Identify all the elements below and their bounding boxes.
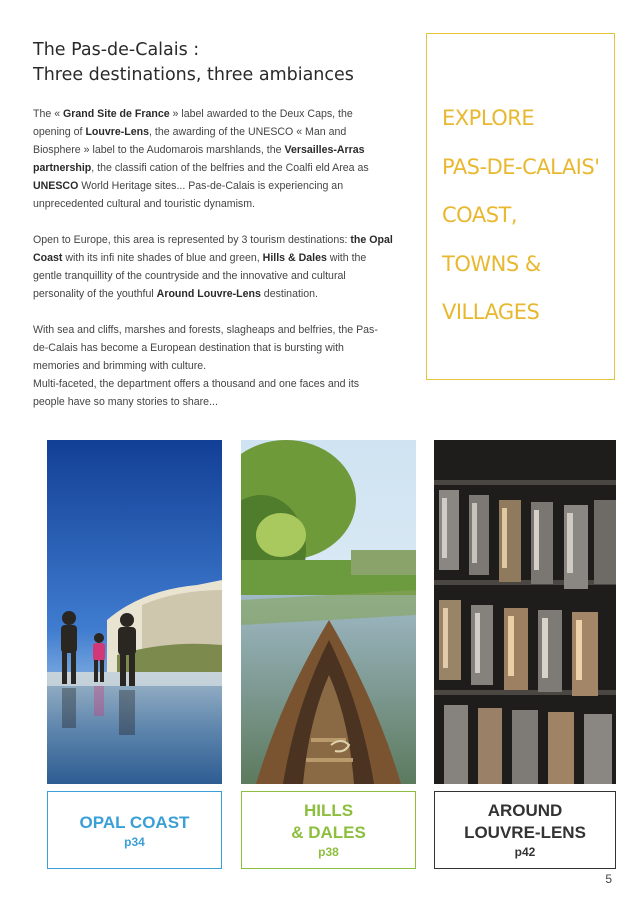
explore-callout bbox=[426, 33, 615, 380]
hills-dales-name-1: HILLS bbox=[303, 801, 354, 820]
louvre-lens-page: p42 bbox=[514, 845, 536, 859]
explore-line-5: VILLAGES bbox=[442, 300, 540, 324]
louvre-lens-name-1: AROUND bbox=[487, 801, 563, 820]
hills-dales-name-2: & DALES bbox=[291, 823, 366, 842]
hills-dales-page: p38 bbox=[318, 845, 339, 859]
paragraph-3: With sea and cliffs, marshes and forests, slagheaps and belfries, the Pas-de-Calais has become a European destination that is bursting with memories and brimming with culture. bbox=[33, 324, 378, 372]
intro-text bbox=[33, 105, 393, 411]
title-line-2: Three destinations, three ambiances bbox=[33, 65, 354, 85]
hills-dales-label[interactable] bbox=[241, 791, 416, 869]
paragraph-1: The « Grand Site de France » label awarded to the Deux Caps, the opening of Louvre-Lens, the awarding of the UNESCO « Man and Biosphere » label to the Audomarois marshlands, the Versailles-Arras partnership, the classifi cation of the belfries and the Coalfi eld Area as UNESCO World Heritage sites... Pas-de-Calais is experiencing an unprecedented cultural and touristic dynamism. bbox=[33, 108, 369, 210]
page-title bbox=[33, 38, 423, 88]
opal-coast-photo bbox=[47, 440, 222, 784]
louvre-lens-label[interactable] bbox=[434, 791, 616, 869]
paragraph-2: Open to Europe, this area is represented by 3 tourism destinations: the Opal Coast with its infi nite shades of blue and green, Hills & Dales with the gentle tranquillity of the countryside and the innovative and cultural personality of the youthful Around Louvre-Lens destination. bbox=[33, 234, 393, 300]
louvre-lens-photo bbox=[434, 440, 616, 784]
paragraph-4: Multi-faceted, the department offers a thousand and one faces and its people have so many stories to share... bbox=[33, 378, 360, 408]
explore-line-3: COAST, bbox=[442, 203, 518, 227]
explore-line-2: PAS-DE-CALAIS' bbox=[442, 154, 600, 179]
explore-line-1: EXPLORE bbox=[442, 106, 535, 130]
opal-coast-page: p34 bbox=[124, 835, 145, 849]
opal-coast-name: OPAL COAST bbox=[79, 813, 190, 832]
hills-dales-photo bbox=[241, 440, 416, 784]
title-line-1: The Pas-de-Calais : bbox=[33, 40, 200, 60]
opal-coast-label[interactable] bbox=[47, 791, 222, 869]
page-number: 5 bbox=[605, 872, 612, 886]
explore-line-4: TOWNS & bbox=[442, 251, 541, 276]
louvre-lens-name-2: LOUVRE-LENS bbox=[464, 823, 586, 842]
